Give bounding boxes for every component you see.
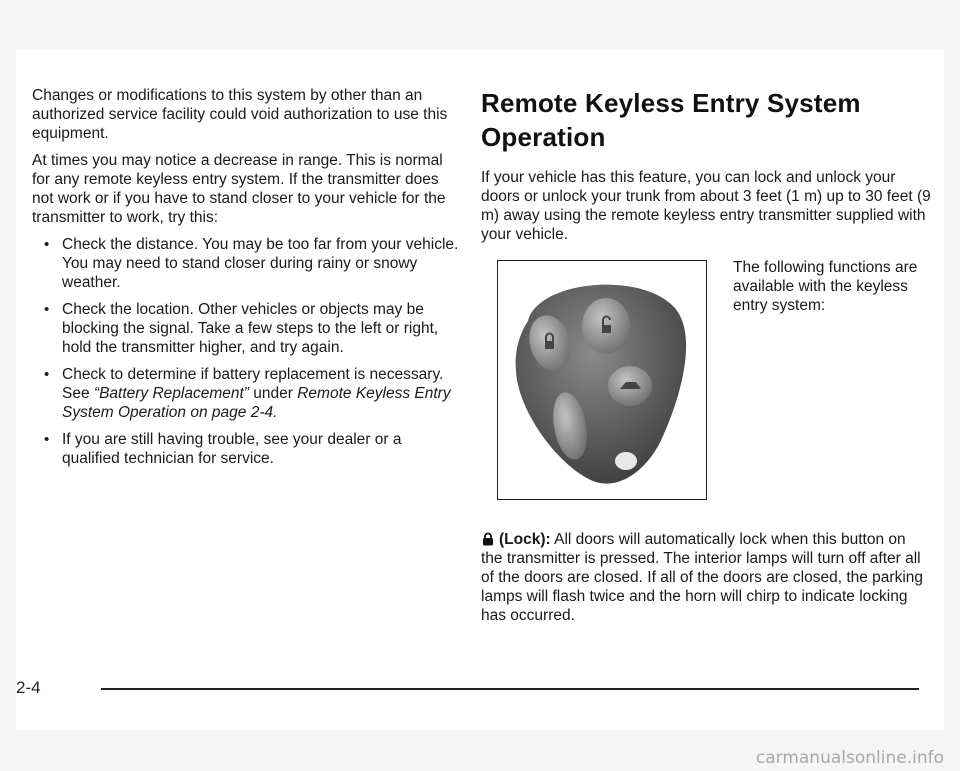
footer-rule: [101, 688, 919, 690]
list-item-text: Check the location. Other vehicles or objects may be blocking the signal. Take a few steps to the left or right, hold the transmitter higher, and try again.: [62, 301, 439, 356]
figure-caption: The following functions are available with the keyless entry system:: [733, 259, 918, 314]
paragraph-range: At times you may notice a decrease in range. This is normal for any remote keyless entry system. If the transmitter does not work or if you have to stand closer to your vehicle for the transmitter to work, try this:: [32, 152, 446, 226]
list-item-text: If you are still having trouble, see your dealer or a qualified technician for service.: [62, 431, 402, 467]
lock-function-paragraph: [481, 530, 931, 625]
manual-page: [16, 50, 944, 730]
section-heading: Remote Keyless Entry System Operation: [481, 88, 861, 152]
list-item: [32, 300, 462, 357]
bullet-glyph: •: [44, 366, 50, 383]
right-column: [481, 86, 931, 625]
figure-row: [481, 260, 931, 510]
bullet-glyph: •: [44, 301, 50, 318]
list-item: [32, 365, 462, 422]
troubleshooting-list: [32, 235, 462, 468]
section-page-reference: Remote Keyless Entry System Operation on page 2-4.: [62, 385, 451, 421]
key-fob-illustration: [497, 260, 707, 500]
page-number: 2-4: [16, 678, 41, 697]
lock-icon: [481, 532, 495, 546]
key-fob-icon: [498, 261, 705, 498]
paragraph-modifications: Changes or modifications to this system by other than an authorized service facility could void authorization to use this equipment.: [32, 87, 448, 142]
paragraph-intro: If your vehicle has this feature, you can lock and unlock your doors or unlock your trunk from about 3 feet (1 m) up to 30 feet (9 m) away using the remote keyless entry transmitter supplied with your vehicle.: [481, 169, 931, 243]
bullet-glyph: •: [44, 236, 50, 253]
under-text: under: [248, 385, 298, 402]
lock-label: (Lock):: [499, 531, 551, 548]
bullet-glyph: •: [44, 431, 50, 448]
battery-replacement-reference: “Battery Replacement”: [93, 385, 249, 402]
left-column: [32, 86, 462, 476]
lock-description: All doors will automatically lock when this button on the transmitter is pressed. The interior lamps will turn off after all of the doors are closed. If all of the doors are closed, the parking lamps will flash twice and the horn will chirp to indicate locking has occurred.: [481, 531, 924, 624]
page-footer: [16, 674, 944, 704]
list-item-text: Check the distance. You may be too far from your vehicle. You may need to stand closer during rainy or snowy weather.: [62, 236, 459, 291]
list-item: [32, 430, 462, 468]
list-item: [32, 235, 462, 292]
list-item-text: Check to determine if battery replacement is necessary. See: [62, 366, 444, 402]
site-watermark: carmanualsonline.info: [755, 748, 944, 768]
